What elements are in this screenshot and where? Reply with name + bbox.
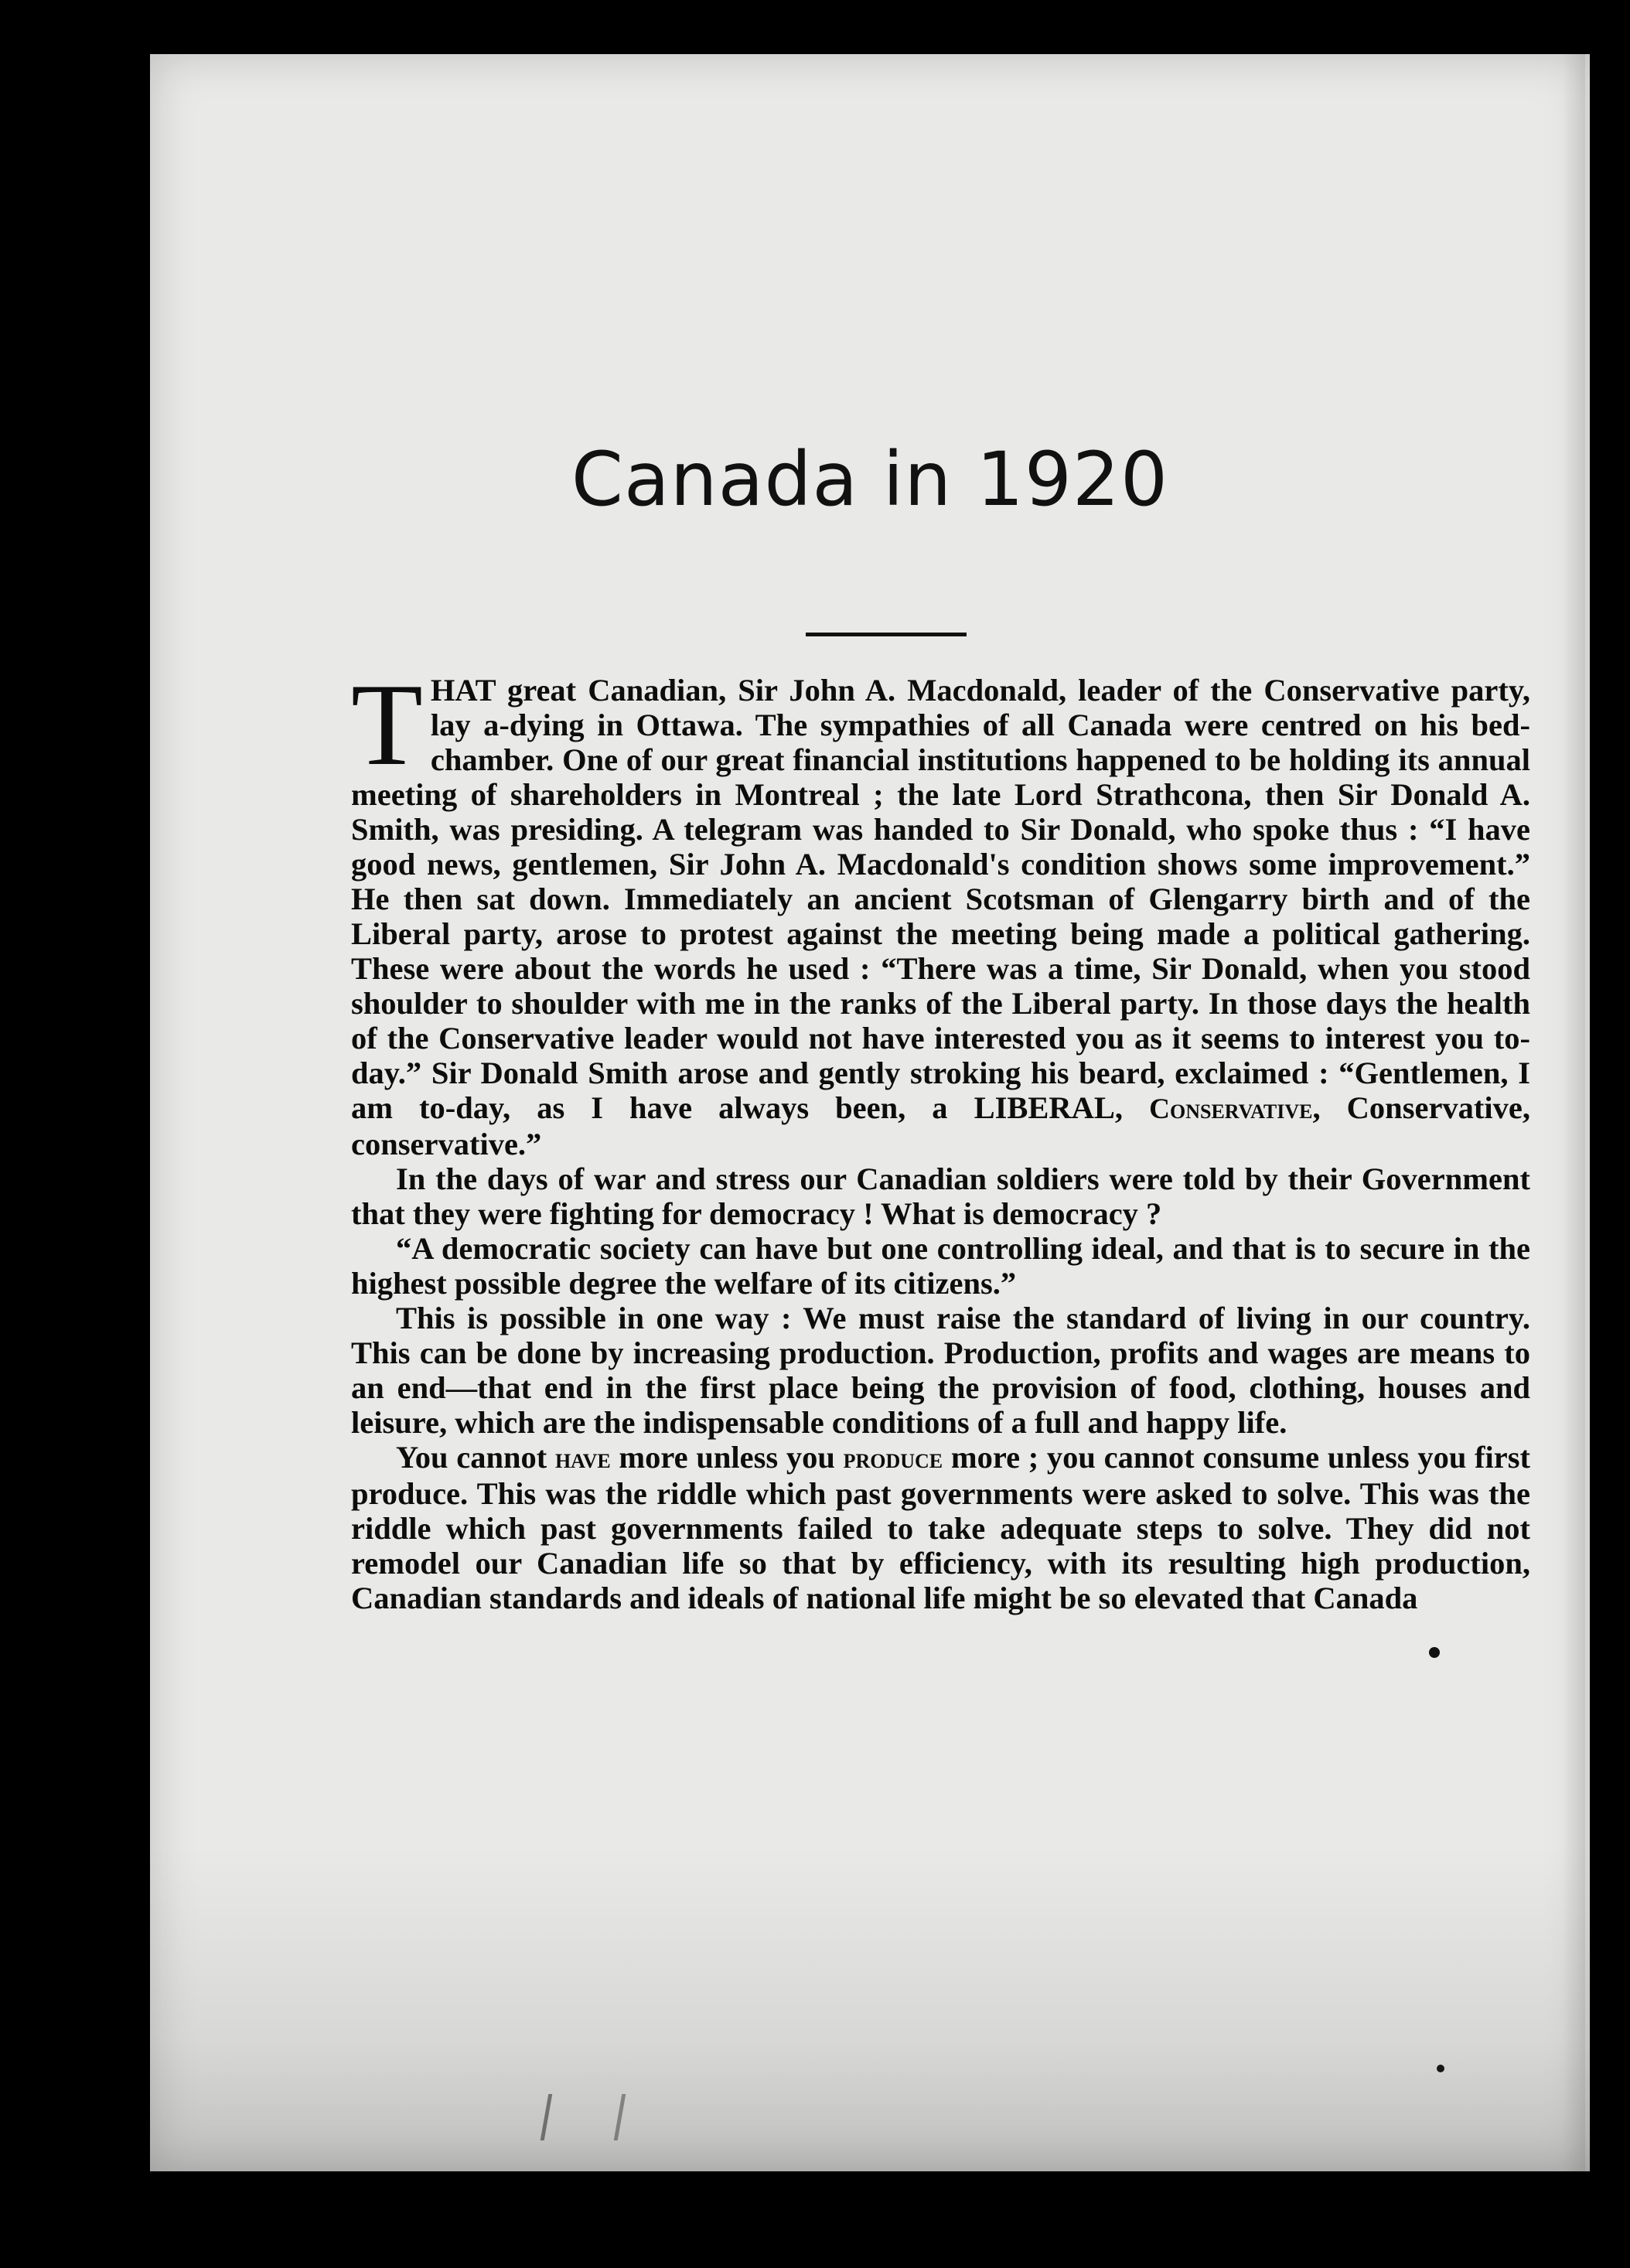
margin-pencil-mark [540,2094,626,2140]
title-divider-rule [806,633,967,636]
paragraph-3: “A democratic society can have but one controlling ideal, and that is to secure in the highest possible degree the welfare of its citizens.” [351,1231,1530,1301]
paragraph-5-part-c: more ; you cannot consume unless you first produce. This was the riddle which past governments were asked to solve. This was the riddle which past governments failed to take adequate steps to solve. They did not remodel our Canadian life so that by efficiency, with its resulting high production, Canadian standards and ideals of national life might be so elevated that Canada [351,1440,1531,1615]
page-edge-shadow [1562,54,1585,2171]
article-body [351,660,1531,1615]
paragraph-1-text: HAT great Canadian, Sir John A. Macdonald, leader of the Conservative party, lay a-dying in Ottawa. The sympathies of all Canada were centred on his bed-chamber. One of our great financial institutions happened to be holding its annual meeting of shareholders in Montreal ; the late Lord Strathcona, then Sir Donald A. Smith, was presiding. A telegram was handed to Sir Donald, who spoke thus : “I have good news, gentlemen, Sir John A. Macdonald's condition shows some improvement.” He then sat down. Immediately an ancient Scotsman of Glengarry birth and of the Liberal party, arose to protest against the meeting being made a political gathering. These were about the words he used : “There was a time, Sir Donald, when you stood shoulder to shoulder with me in the ranks of the Liberal party. In those days the health of the Conservative leader would not have interested you as it seems to interest you to-day.” Sir Donald Smith arose and gently stroking his beard, exclaimed : “Gentlemen, I am to-day, as I have always been, a [351,673,1530,1125]
document-page [150,54,1590,2171]
paragraph-1-conservative-smallcaps: Conservative [1149,1093,1313,1125]
ink-speck [1437,2065,1444,2072]
paragraph-5-part-a: You cannot [396,1440,555,1475]
paragraph-1-tail: , Conservative, conservative.” [351,1090,1531,1161]
ink-speck [1429,1647,1440,1658]
paragraph-4: This is possible in one way : We must raise the standard of living in our country. This can be done by increasing production. Production, profits and wages are means to an end—that end in the first place being the provision of food, clothing, houses and leisure, which are the indispensable conditions of a full and happy life. [351,1301,1530,1440]
paragraph-5 [351,1440,1530,1615]
paragraph-5-have-smallcaps: have [554,1443,611,1475]
drop-cap-letter: T [351,660,423,790]
page-title: Canada in 1920 [571,436,1169,523]
paragraph-1: THAT great Canadian, Sir John A. Macdonald, leader of the Conservative party, lay a-dying in Ottawa. The sympathies of all Canada were centred on his bed-chamber. One of our great financial institutions happened to be holding its annual meeting of shareholders in Montreal ; the late Lord Strathcona, then Sir Donald A. Smith, was presiding. A telegram was handed to Sir Donald, who spoke thus : “I have good news, gentlemen, Sir John A. Macdonald's condition shows some improvement.” He then sat down. Immediately an ancient Scotsman of Glengarry birth and of the Liberal party, arose to protest against the meeting being made a political gathering. These were about the words he used : “There was a time, Sir Donald, when you stood shoulder to shoulder with me in the ranks of the Liberal party. In those days the health of the Conservative leader would not have interested you as it seems to interest you to-day.” Sir Donald Smith arose and gently stroking his beard, exclaimed : “Gentlemen, I am to-day, as I have always been, a LIBERAL, Conservative, Conservative, conservative.” [351,660,1531,1161]
paragraph-5-part-b: more unless you [610,1440,844,1475]
paragraph-1-liberal: LIBERAL [974,1090,1115,1125]
paragraph-2: In the days of war and stress our Canadian soldiers were told by their Government that they were fighting for democracy ! What is democracy ? [351,1161,1530,1231]
page-bottom-wear [150,1847,1590,2171]
paragraph-5-produce-smallcaps: produce [843,1443,943,1475]
